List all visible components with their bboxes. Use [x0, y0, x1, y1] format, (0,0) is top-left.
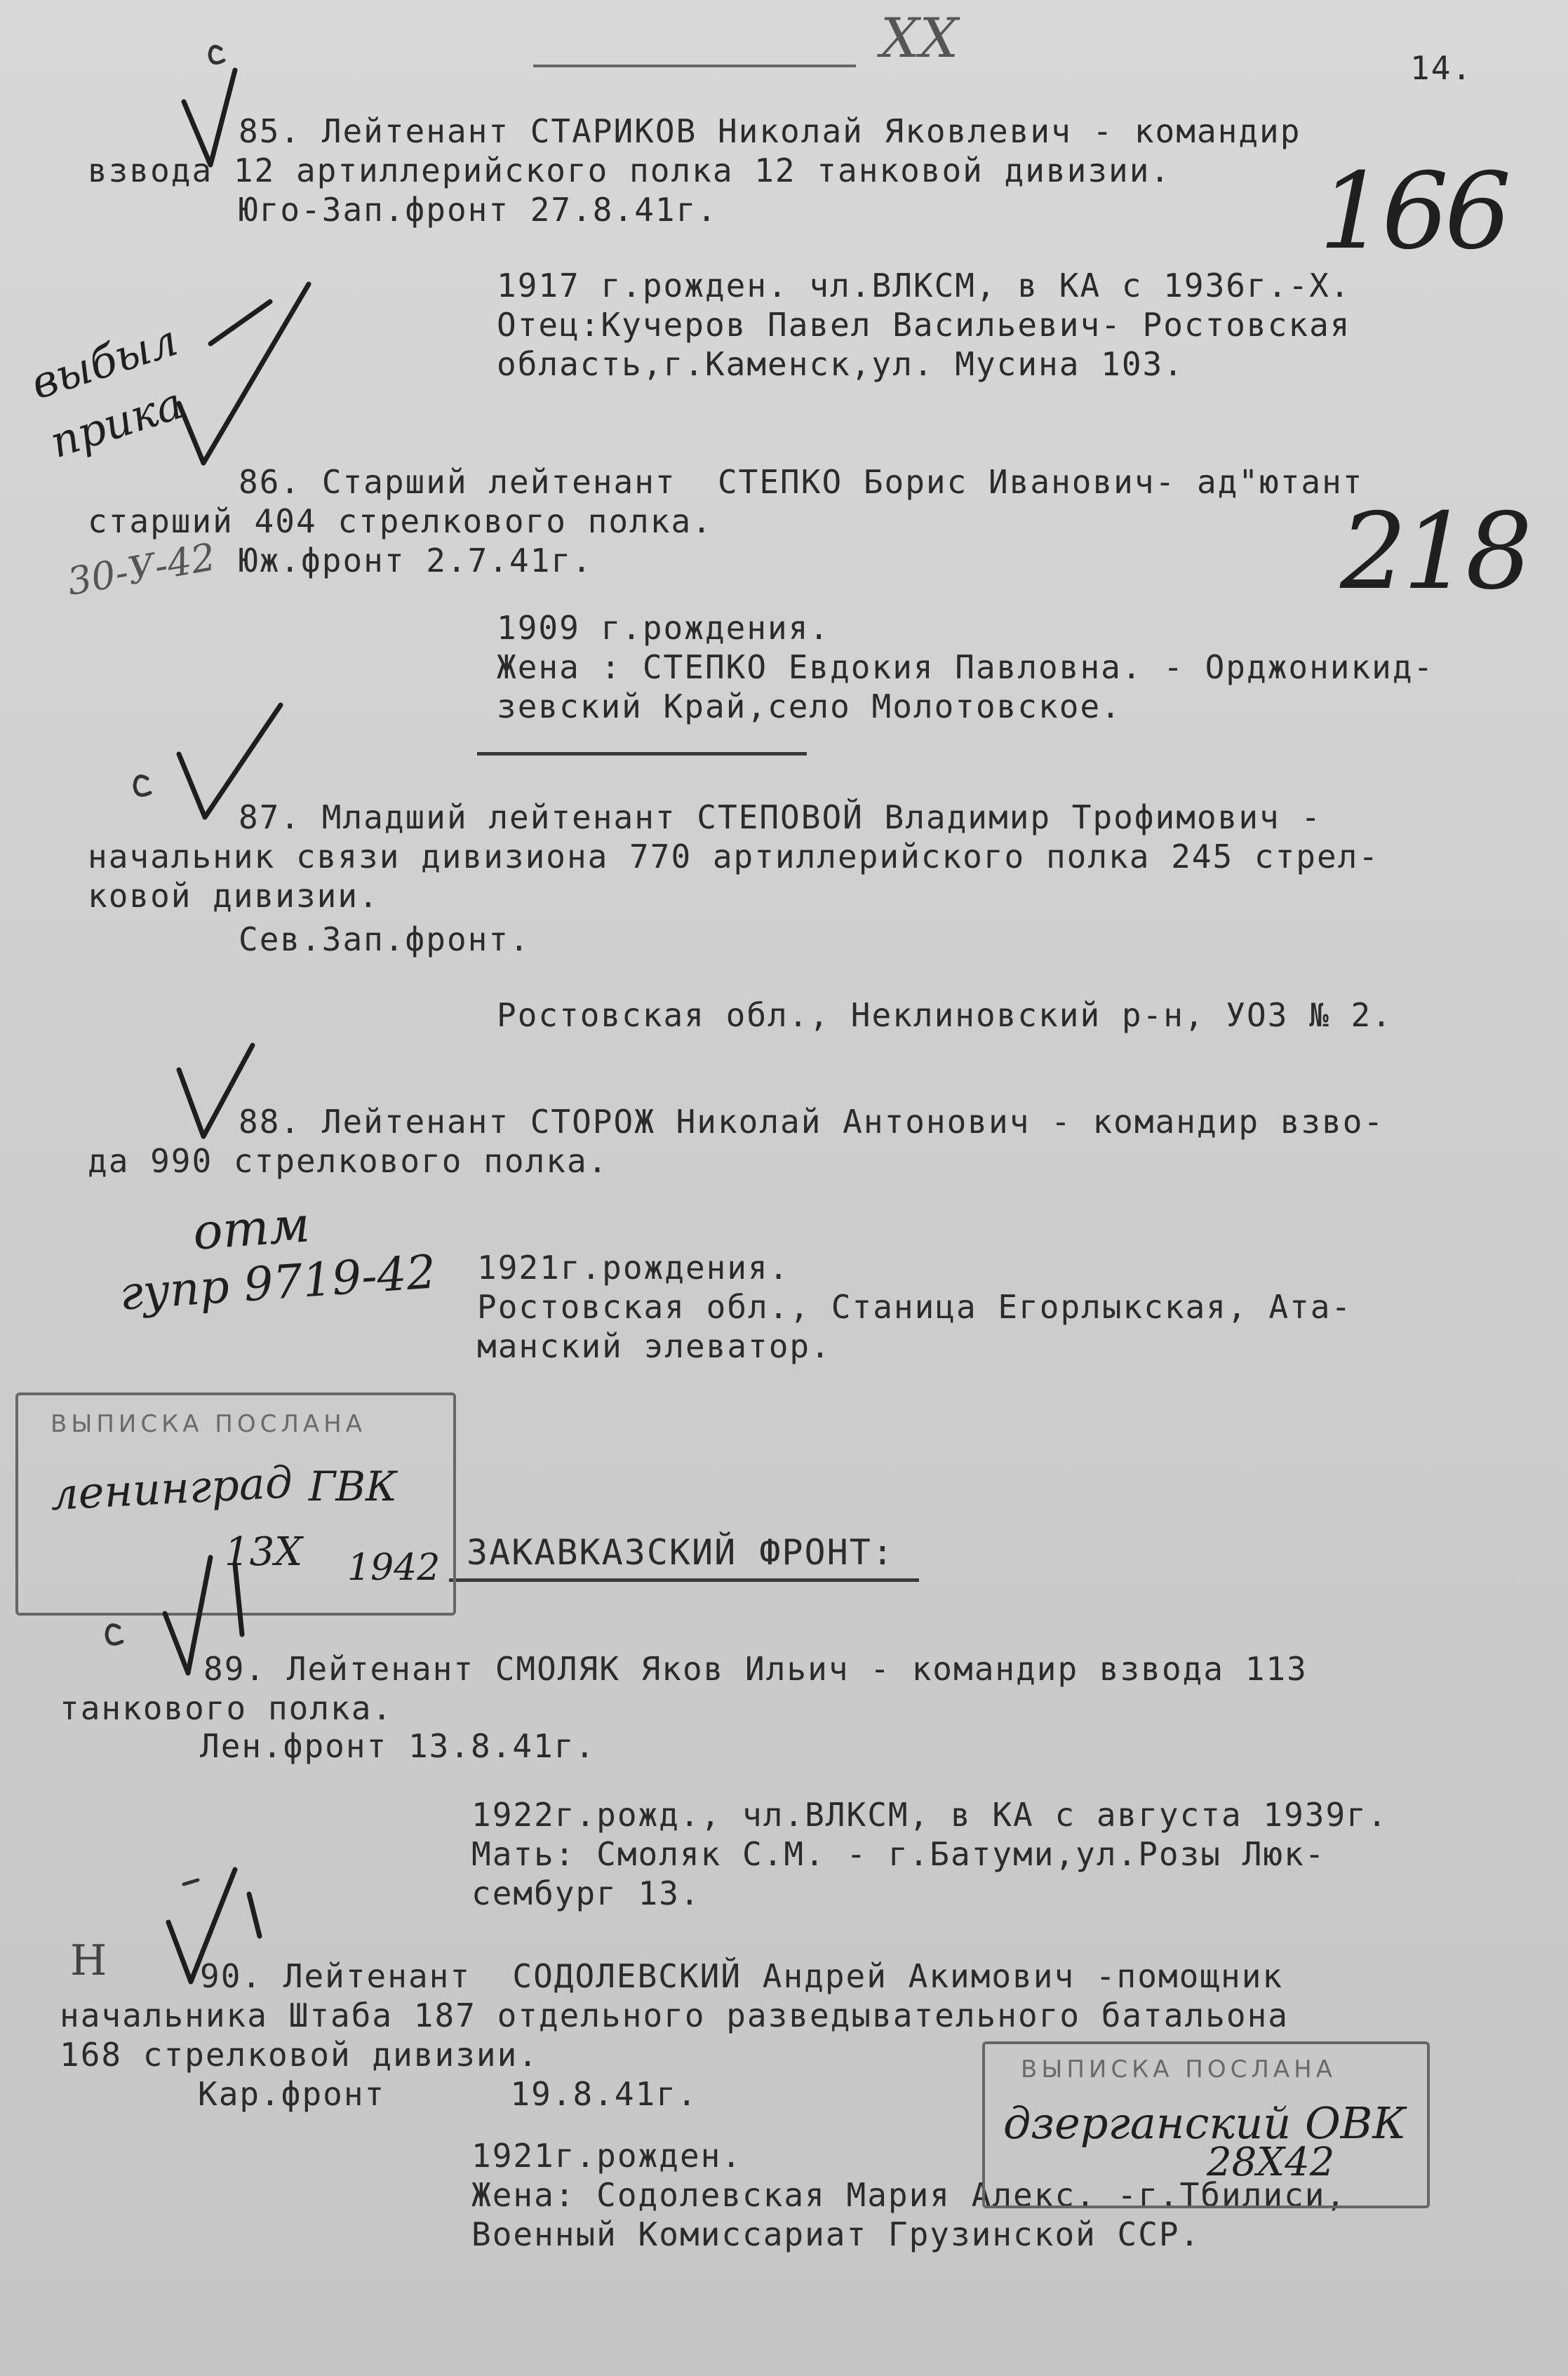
handwritten-vybyl-prikaz: выбыл прика: [25, 314, 189, 469]
handwritten-n-mark: Н: [70, 1936, 107, 1985]
handwritten-otm: отм: [191, 1195, 312, 1261]
top-xx-mark: XX: [880, 7, 959, 70]
entry-85-detail3: область,г.Каменск,ул. Мусина 103.: [497, 345, 1184, 383]
handwritten-218: 218: [1340, 491, 1529, 613]
check-mark-89: [165, 1557, 210, 1673]
entry-87-line2: начальник связи дивизиона 770 артиллерийского полка 245 стрел-: [88, 838, 1380, 875]
entry-90-line4: Кар.фронт 19.8.41г.: [198, 2075, 698, 2113]
entry-86-line2: старший 404 стрелкового полка.: [88, 502, 713, 540]
entry-85-line3: Юго-Зап.фронт 27.8.41г.: [239, 191, 718, 229]
entry-90-detail3: Военный Комиссариат Грузинской ССР.: [471, 2215, 1201, 2253]
entry-86-line3: Юж.фронт 2.7.41г.: [239, 542, 593, 579]
handwritten-28x42: 28Х42: [1207, 2140, 1335, 2185]
pen-stroke-86-b: [210, 302, 270, 344]
entry-90-line3: 168 стрелковой дивизии.: [60, 2036, 539, 2074]
entry-90-line1: 90. Лейтенант СОДОЛЕВСКИЙ Андрей Акимович -помощник: [200, 1957, 1284, 1995]
entry-89-line3: Лен.фронт 13.8.41г.: [200, 1727, 596, 1765]
check-mark-87: [179, 705, 281, 817]
handwritten-166: 166: [1319, 151, 1508, 273]
entry-89-line1: 89. Лейтенант СМОЛЯК Яков Ильич - командир взвода 113: [203, 1650, 1308, 1688]
entry-87-line1: 87. Младший лейтенант СТЕПОВОЙ Владимир Трофимович -: [239, 798, 1322, 836]
entry-87-detail1: Ростовская обл., Неклиновский р-н, УОЗ № 2.: [497, 996, 1393, 1034]
handwritten-gupr-number: гупр 9719-42: [117, 1244, 438, 1321]
section-title: ЗАКАВКАЗСКИЙ ФРОНТ:: [467, 1532, 894, 1573]
handwritten-gvk: ГВК: [309, 1463, 397, 1510]
small-e-mark-3: [107, 1625, 122, 1644]
handwritten-13x: 13Х: [225, 1529, 303, 1575]
handwritten-leningrad: ленинград: [49, 1456, 294, 1520]
handwritten-date-30: 30-У-42: [64, 534, 219, 605]
pen-stroke-90-b: [249, 1894, 260, 1936]
entry-88-detail2: Ростовская обл., Станица Егорлыкская, Ата-: [477, 1288, 1353, 1326]
check-mark-86: [179, 284, 309, 463]
entry-85-detail1: 1917 г.рожден. чл.ВЛКСМ, в КА с 1936г.-Х.: [497, 267, 1351, 304]
entry-85-line1: 85. Лейтенант СТАРИКОВ Николай Яковлевич - командир: [239, 112, 1301, 150]
entry-87-line4: Сев.Зап.фронт.: [239, 920, 530, 958]
entry-85-line2: взвода 12 артиллерийского полка 12 танковой дивизии.: [88, 152, 1172, 189]
small-dash-mark: [184, 1880, 198, 1884]
entry-90-detail2: Жена: Содолевская Мария Алекс. -г.Тбилиси,: [471, 2176, 1347, 2214]
entry-90-line2: начальника Штаба 187 отдельного разведывательного батальона: [60, 1996, 1289, 2034]
page-number: 14.: [1410, 49, 1473, 87]
small-e-mark-2: [135, 777, 150, 796]
small-e-mark-1: [210, 46, 224, 62]
entry-89-detail1: 1922г.рожд., чл.ВЛКСМ, в КА с августа 1939г.: [471, 1796, 1388, 1834]
entry-86-line1: 86. Старший лейтенант СТЕПКО Борис Иванович- ад"ютант: [239, 463, 1364, 501]
entry-90-detail1: 1921г.рожден.: [471, 2137, 743, 2175]
entry-88-line2: да 990 стрелкового полка.: [88, 1142, 609, 1180]
pen-stroke-89-b: [235, 1564, 242, 1635]
check-mark-88: [179, 1045, 253, 1136]
entry-89-line2: танкового полка.: [60, 1689, 394, 1727]
sent-stamp-2-title: ВЫПИСКА ПОСЛАНА: [1021, 2055, 1336, 2083]
check-mark-90: [168, 1870, 235, 1982]
entry-86-detail2: Жена : СТЕПКО Евдокия Павловна. - Орджоникид-: [497, 648, 1435, 686]
handwritten-1942: 1942: [347, 1547, 441, 1589]
entry-88-detail1: 1921г.рождения.: [477, 1249, 790, 1287]
entry-86-detail3: зевский Край,село Молотовское.: [497, 687, 1122, 725]
entry-87-line3: ковой дивизии.: [88, 877, 380, 915]
entry-86-detail1: 1909 г.рождения.: [497, 609, 831, 647]
check-mark-85: [184, 70, 235, 165]
sent-stamp-1-title: ВЫПИСКА ПОСЛАНА: [51, 1410, 366, 1438]
entry-89-detail2: Мать: Смоляк С.М. - г.Батуми,ул.Розы Люк-: [471, 1835, 1326, 1873]
entry-88-detail3: манский элеватор.: [477, 1327, 831, 1365]
entry-88-line1: 88. Лейтенант СТОРОЖ Николай Антонович - командир взво-: [239, 1103, 1385, 1141]
entry-85-detail2: Отец:Кучеров Павел Васильевич- Ростовская: [497, 306, 1351, 344]
entry-89-detail3: сембург 13.: [471, 1874, 701, 1912]
handwritten-dzerganskiy-ovk: дзерганский ОВК: [1003, 2098, 1407, 2149]
